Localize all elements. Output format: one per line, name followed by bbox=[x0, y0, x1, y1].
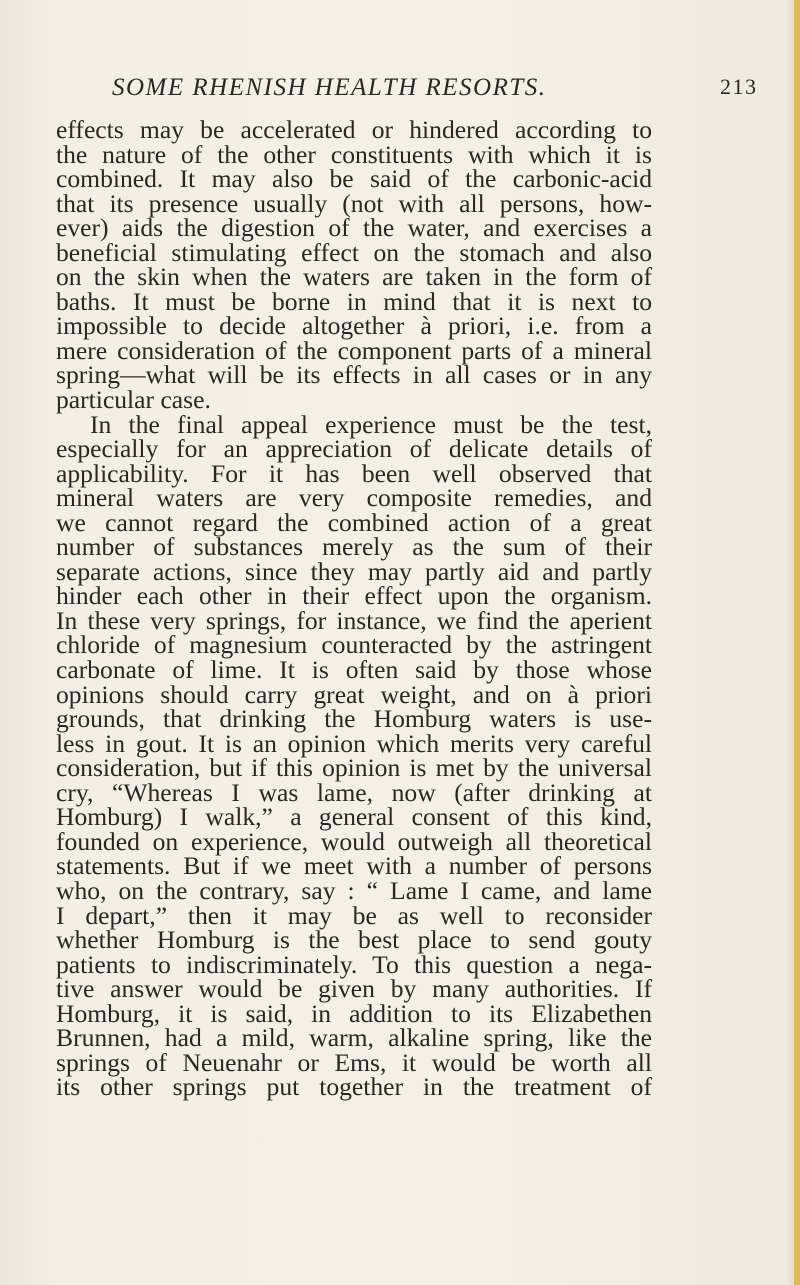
text-line: In these very springs, for instance, we find the aperient bbox=[56, 605, 652, 635]
text-line: In the final appeal experience must be the test, bbox=[90, 409, 652, 439]
text-line: hinder each other in their effect upon the organism. bbox=[56, 581, 652, 611]
text-line: we cannot regard the combined action of a great bbox=[56, 507, 652, 537]
text-line: statements. But if we meet with a number of persons bbox=[56, 851, 652, 881]
text-line: mineral waters are very composite remedies, and bbox=[56, 483, 652, 513]
text-line: separate actions, since they may partly aid and partly bbox=[56, 556, 652, 586]
text-line: less in gout. It is an opinion which merits very careful bbox=[56, 728, 652, 758]
running-head-title: SOME RHENISH HEALTH RESORTS. bbox=[112, 74, 547, 101]
text-line: consideration, but if this opinion is met by the universal bbox=[56, 753, 652, 783]
text-line: that its presence usually (not with all persons, how- bbox=[56, 188, 652, 218]
text-line: combined. It may also be said of the carbonic-acid bbox=[56, 164, 652, 194]
text-line: founded on experience, would outweigh all theoretical bbox=[56, 826, 652, 856]
text-line: the nature of the other constituents with which it is bbox=[56, 139, 652, 169]
text-line: patients to indiscriminately. To this question a nega- bbox=[56, 949, 652, 979]
text-line: Homburg) I walk,” a general consent of this kind, bbox=[56, 802, 652, 832]
text-line: grounds, that drinking the Homburg waters is use- bbox=[56, 704, 652, 734]
text-line: cry, “Whereas I was lame, now (after drinking at bbox=[56, 777, 652, 807]
text-line: particular case. bbox=[56, 385, 211, 415]
text-line: number of substances merely as the sum of their bbox=[56, 532, 652, 562]
running-head bbox=[112, 74, 758, 102]
page-number: 213 bbox=[720, 74, 758, 99]
text-line: Homburg, it is said, in addition to its Elizabethen bbox=[56, 998, 652, 1028]
text-line: beneficial stimulating effect on the stomach and also bbox=[56, 237, 652, 267]
text-line: baths. It must be borne in mind that it is next to bbox=[56, 286, 652, 316]
text-line: mere consideration of the component parts of a mineral bbox=[56, 335, 652, 365]
text-line: I depart,” then it may be as well to reconsider bbox=[56, 900, 652, 930]
text-line: impossible to decide altogether à priori, i.e. from a bbox=[56, 311, 652, 341]
page-edge-strip bbox=[794, 0, 800, 1285]
text-line: ever) aids the digestion of the water, and exercises a bbox=[56, 213, 652, 243]
text-line: Brunnen, had a mild, warm, alkaline spring, like the bbox=[56, 1023, 652, 1053]
text-line: effects may be accelerated or hindered according to bbox=[56, 115, 652, 144]
body-text bbox=[56, 115, 652, 1102]
text-line: especially for an appreciation of delicate details of bbox=[56, 434, 652, 464]
text-line: its other springs put together in the treatment of bbox=[56, 1072, 652, 1102]
text-line: chloride of magnesium counteracted by the astringent bbox=[56, 630, 652, 660]
text-line: whether Homburg is the best place to send gouty bbox=[56, 925, 652, 955]
text-line: carbonate of lime. It is often said by those whose bbox=[56, 655, 652, 685]
text-line: on the skin when the waters are taken in the form of bbox=[56, 262, 652, 292]
text-line: tive answer would be given by many authorities. If bbox=[56, 974, 652, 1004]
text-line: springs of Neuenahr or Ems, it would be worth all bbox=[56, 1047, 652, 1077]
text-line: opinions should carry great weight, and on à priori bbox=[56, 679, 652, 709]
text-line: applicability. For it has been well observed that bbox=[56, 458, 652, 488]
text-line: who, on the contrary, say : “ Lame I came, and lame bbox=[56, 875, 652, 905]
text-line: spring—what will be its effects in all cases or in any bbox=[56, 360, 652, 390]
